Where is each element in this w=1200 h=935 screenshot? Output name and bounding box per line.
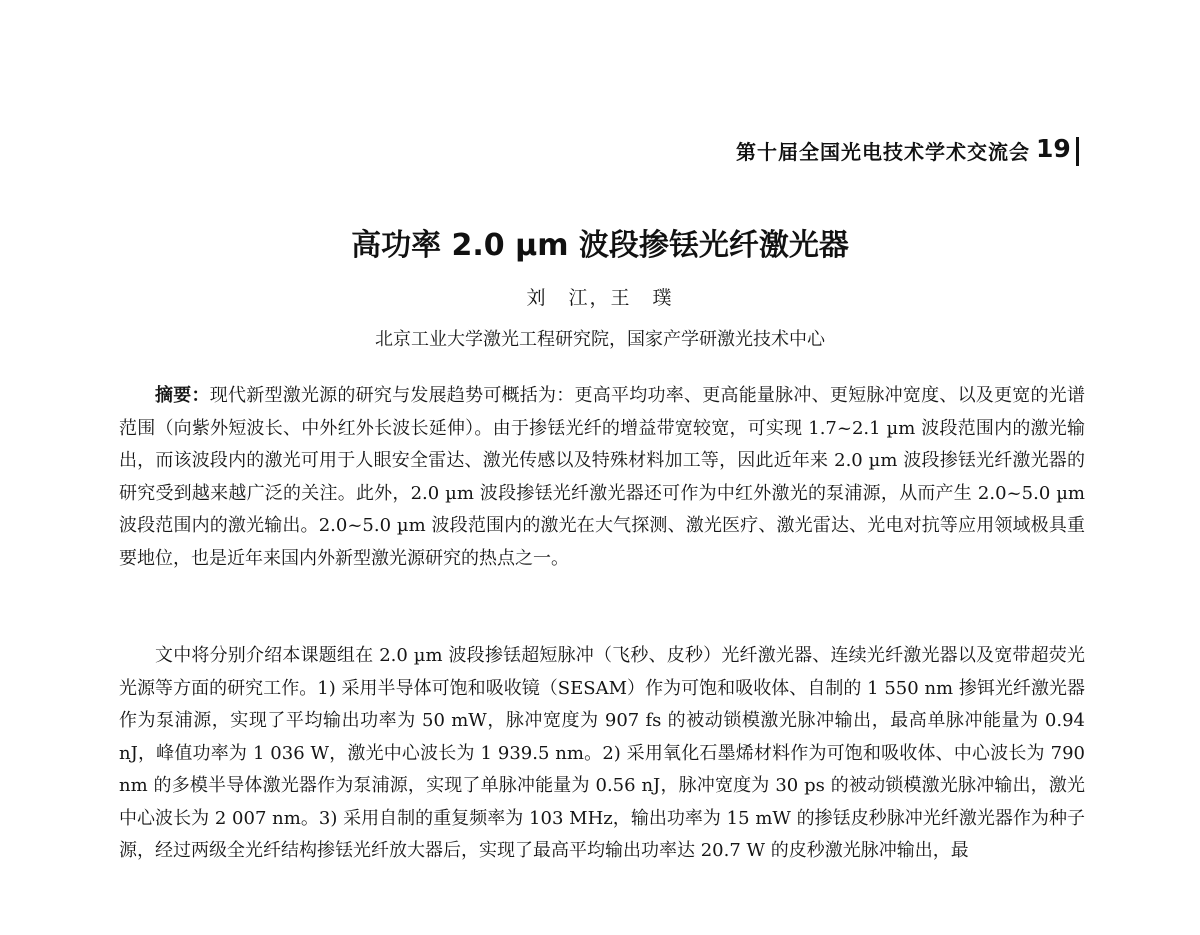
paper-title: 高功率 2.0 µm 波段掺铥光纤激光器: [351, 228, 849, 263]
page-number: 19: [1036, 134, 1071, 163]
body-paragraph: 文中将分别介绍本课题组在 2.0 µm 波段掺铥超短脉冲（飞秒、皮秒）光纤激光器、连续光纤激光器以及宽带超荧光光源等方面的研究工作。1) 采用半导体可饱和吸收镜（SESAM）作为可饱和吸收体、自制的 1 550 nm 掺铒光纤激光器作为泵浦源，实现了平均输出功率为 50 mW，脉冲宽度为 907 fs 的被动锁模激光脉冲输出，最高单脉冲能量为 0.94 nJ，峰值功率为 1 036 W，激光中心波长为 1 939.5 nm。2) 采用氧化石墨烯材料作为可饱和吸收体、中心波长为 790 nm 的多模半导体激光器作为泵浦源，实现了单脉冲能量为 0.56 nJ，脉冲宽度为 30 ps 的被动锁模激光脉冲输出，激光中心波长为 2 007 nm。3) 采用自制的重复频率为 103 MHz，输出功率为 15 mW 的掺铥皮秒脉冲光纤激光器作为种子源，经过两级全光纤结构掺铥光纤放大器后，实现了最高平均输出功率达 20.7 W 的皮秒激光脉冲输出，最: [119, 645, 1085, 861]
abstract-section: [119, 380, 1085, 575]
abstract-paragraph: [119, 380, 1085, 575]
running-head: 第十届全国光电技术学术交流会: [736, 140, 1030, 164]
abstract-label: 摘要：: [155, 385, 210, 406]
abstract-text: 现代新型激光源的研究与发展趋势可概括为：更高平均功率、更高能量脉冲、更短脉冲宽度、以及更宽的光谱范围（向紫外短波长、中外红外长波长延伸）。由于掺铥光纤的增益带宽较宽，可实现 1.7~2.1 µm 波段范围内的激光输出，而该波段内的激光可用于人眼安全雷达、激光传感以及特殊材料加工等，因此近年来 2.0 µm 波段掺铥光纤激光器的研究受到越来越广泛的关注。此外，2.0 µm 波段掺铥光纤激光器还可作为中红外激光的泵浦源，从而产生 2.0~5.0 µm 波段范围内的激光输出。2.0~5.0 µm 波段范围内的激光在大气探测、激光医疗、激光雷达、光电对抗等应用领域极具重要地位，也是近年来国内外新型激光源研究的热点之一。: [119, 385, 1086, 569]
affiliation-line: 北京工业大学激光工程研究院，国家产学研激光技术中心: [375, 329, 825, 350]
page-number-rule: [1076, 137, 1079, 166]
author-line: 刘 江，王 璞: [526, 287, 674, 309]
main-text-section: [119, 640, 1085, 868]
